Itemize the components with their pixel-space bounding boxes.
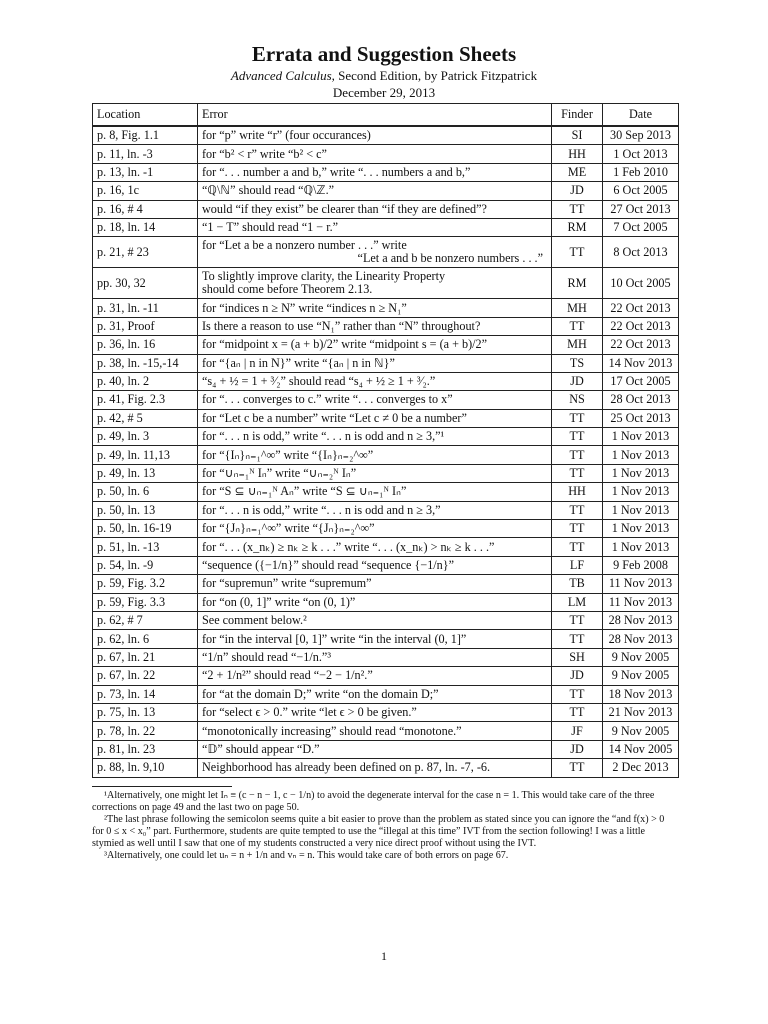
table-row bbox=[93, 409, 679, 427]
cell-finder: TT bbox=[552, 237, 603, 268]
cell-error: “sequence ({−1/n}” should read “sequence {−1/n}” bbox=[198, 556, 552, 574]
cell-location: p. 11, ln. -3 bbox=[93, 145, 198, 163]
cell-location: pp. 30, 32 bbox=[93, 268, 198, 299]
cell-error: for “. . . (x_nₖ) ≥ nₖ ≥ k . . .” write “. . . (x_nₖ) > nₖ ≥ k . . .” bbox=[198, 538, 552, 556]
cell-finder: HH bbox=[552, 483, 603, 501]
cell-location: p. 75, ln. 13 bbox=[93, 703, 198, 721]
cell-finder: TB bbox=[552, 575, 603, 593]
footnotes bbox=[92, 786, 678, 862]
cell-error: for “{Jₙ}ₙ₌₁^∞” write “{Jₙ}ₙ₌₂^∞” bbox=[198, 520, 552, 538]
cell-date: 22 Oct 2013 bbox=[603, 336, 679, 354]
cell-error: for “. . . n is odd,” write “. . . n is odd and n ≥ 3,” bbox=[198, 501, 552, 519]
cell-date: 1 Nov 2013 bbox=[603, 483, 679, 501]
cell-location: p. 40, ln. 2 bbox=[93, 372, 198, 390]
subtitle-rest: Second Edition, by Patrick Fitzpatrick bbox=[334, 68, 538, 83]
table-row bbox=[93, 336, 679, 354]
table-row bbox=[93, 446, 679, 464]
table-row bbox=[93, 182, 679, 200]
cell-error: for “on (0, 1]” write “on (0, 1)” bbox=[198, 593, 552, 611]
table-row bbox=[93, 163, 679, 181]
cell-finder: TT bbox=[552, 538, 603, 556]
cell-error: for “∪ₙ₌₁ᴺ Iₙ” write “∪ₙ₌₂ᴺ Iₙ” bbox=[198, 464, 552, 482]
cell-finder: RM bbox=[552, 218, 603, 236]
table-row bbox=[93, 722, 679, 740]
cell-location: p. 21, # 23 bbox=[93, 237, 198, 268]
cell-date: 28 Oct 2013 bbox=[603, 391, 679, 409]
cell-date: 1 Feb 2010 bbox=[603, 163, 679, 181]
cell-error: for “indices n ≥ N” write “indices n ≥ N₁” bbox=[198, 299, 552, 317]
cell-finder: MH bbox=[552, 299, 603, 317]
subtitle bbox=[0, 68, 768, 84]
table-row bbox=[93, 759, 679, 777]
table-row bbox=[93, 126, 679, 145]
column-header-date: Date bbox=[603, 104, 679, 127]
cell-date: 14 Nov 2005 bbox=[603, 740, 679, 758]
cell-location: p. 50, ln. 6 bbox=[93, 483, 198, 501]
cell-location: p. 51, ln. -13 bbox=[93, 538, 198, 556]
table-row bbox=[93, 538, 679, 556]
table-header-row bbox=[93, 104, 679, 127]
cell-finder: SH bbox=[552, 648, 603, 666]
cell-date: 9 Feb 2008 bbox=[603, 556, 679, 574]
book-title: Advanced Calculus, bbox=[230, 68, 335, 83]
cell-finder: TT bbox=[552, 685, 603, 703]
cell-date: 30 Sep 2013 bbox=[603, 126, 679, 145]
cell-date: 28 Nov 2013 bbox=[603, 611, 679, 629]
cell-date: 2 Dec 2013 bbox=[603, 759, 679, 777]
cell-location: p. 8, Fig. 1.1 bbox=[93, 126, 198, 145]
cell-error: for “at the domain D;” write “on the domain D;” bbox=[198, 685, 552, 703]
errata-table-body bbox=[93, 126, 679, 777]
cell-date: 1 Nov 2013 bbox=[603, 501, 679, 519]
cell-location: p. 49, ln. 11,13 bbox=[93, 446, 198, 464]
cell-error: “ℚ\ℕ” should read “ℚ\ℤ.” bbox=[198, 182, 552, 200]
cell-date: 1 Nov 2013 bbox=[603, 538, 679, 556]
table-row bbox=[93, 200, 679, 218]
column-header-finder: Finder bbox=[552, 104, 603, 127]
table-row bbox=[93, 237, 679, 268]
errata-table bbox=[92, 103, 679, 778]
cell-location: p. 50, ln. 16-19 bbox=[93, 520, 198, 538]
cell-error: for “midpoint x = (a + b)/2” write “midpoint s = (a + b)/2” bbox=[198, 336, 552, 354]
cell-date: 1 Nov 2013 bbox=[603, 428, 679, 446]
page-title: Errata and Suggestion Sheets bbox=[251, 42, 517, 66]
cell-location: p. 31, Proof bbox=[93, 317, 198, 335]
cell-error: for “in the interval [0, 1]” write “in the interval (0, 1]” bbox=[198, 630, 552, 648]
cell-location: p. 78, ln. 22 bbox=[93, 722, 198, 740]
cell-error: “𝔻” should appear “D.” bbox=[198, 740, 552, 758]
cell-finder: LM bbox=[552, 593, 603, 611]
cell-date: 11 Nov 2013 bbox=[603, 593, 679, 611]
cell-location: p. 62, # 7 bbox=[93, 611, 198, 629]
cell-date: 22 Oct 2013 bbox=[603, 317, 679, 335]
cell-location: p. 38, ln. -15,-14 bbox=[93, 354, 198, 372]
table-row bbox=[93, 145, 679, 163]
table-row bbox=[93, 703, 679, 721]
cell-finder: JD bbox=[552, 667, 603, 685]
cell-date: 25 Oct 2013 bbox=[603, 409, 679, 427]
cell-error bbox=[198, 237, 552, 268]
cell-error: Is there a reason to use “N₁” rather than “N” throughout? bbox=[198, 317, 552, 335]
cell-finder: TT bbox=[552, 703, 603, 721]
cell-date: 17 Oct 2005 bbox=[603, 372, 679, 390]
cell-finder: TT bbox=[552, 630, 603, 648]
cell-date: 22 Oct 2013 bbox=[603, 299, 679, 317]
cell-error: Neighborhood has already been defined on p. 87, ln. -7, -6. bbox=[198, 759, 552, 777]
document-header bbox=[0, 40, 768, 101]
cell-date: 14 Nov 2013 bbox=[603, 354, 679, 372]
cell-location: p. 16, 1c bbox=[93, 182, 198, 200]
cell-date: 9 Nov 2005 bbox=[603, 722, 679, 740]
cell-date: 7 Oct 2005 bbox=[603, 218, 679, 236]
cell-location: p. 73, ln. 14 bbox=[93, 685, 198, 703]
cell-finder: TT bbox=[552, 446, 603, 464]
cell-date: 1 Oct 2013 bbox=[603, 145, 679, 163]
cell-location: p. 41, Fig. 2.3 bbox=[93, 391, 198, 409]
cell-finder: JD bbox=[552, 740, 603, 758]
table-row bbox=[93, 611, 679, 629]
cell-date: 11 Nov 2013 bbox=[603, 575, 679, 593]
error-line-1: To slightly improve clarity, the Linearity Property bbox=[202, 269, 446, 284]
cell-error: would “if they exist” be clearer than “if they are defined”? bbox=[198, 200, 552, 218]
cell-finder: TT bbox=[552, 501, 603, 519]
table-row bbox=[93, 317, 679, 335]
cell-error: for “{Iₙ}ₙ₌₁^∞” write “{Iₙ}ₙ₌₂^∞” bbox=[198, 446, 552, 464]
table-row bbox=[93, 464, 679, 482]
table-row bbox=[93, 575, 679, 593]
cell-finder: MH bbox=[552, 336, 603, 354]
cell-error: “1 − T” should read “1 − r.” bbox=[198, 218, 552, 236]
cell-error: See comment below.² bbox=[198, 611, 552, 629]
cell-date: 1 Nov 2013 bbox=[603, 446, 679, 464]
cell-location: p. 50, ln. 13 bbox=[93, 501, 198, 519]
table-row bbox=[93, 556, 679, 574]
cell-finder: TT bbox=[552, 759, 603, 777]
error-line-2: should come before Theorem 2.13. bbox=[202, 282, 373, 297]
table-row bbox=[93, 520, 679, 538]
cell-location: p. 62, ln. 6 bbox=[93, 630, 198, 648]
cell-date: 9 Nov 2005 bbox=[603, 667, 679, 685]
cell-location: p. 16, # 4 bbox=[93, 200, 198, 218]
cell-finder: TT bbox=[552, 200, 603, 218]
cell-finder: TT bbox=[552, 317, 603, 335]
cell-error: for “b² < r” write “b² < c” bbox=[198, 145, 552, 163]
cell-location: p. 36, ln. 16 bbox=[93, 336, 198, 354]
cell-date: 28 Nov 2013 bbox=[603, 630, 679, 648]
cell-date: 9 Nov 2005 bbox=[603, 648, 679, 666]
cell-location: p. 59, Fig. 3.2 bbox=[93, 575, 198, 593]
table-row bbox=[93, 428, 679, 446]
cell-error: “1/n” should read “−1/n.”³ bbox=[198, 648, 552, 666]
table-row bbox=[93, 648, 679, 666]
cell-date: 8 Oct 2013 bbox=[603, 237, 679, 268]
cell-location: p. 49, ln. 13 bbox=[93, 464, 198, 482]
cell-location: p. 18, ln. 14 bbox=[93, 218, 198, 236]
cell-location: p. 59, Fig. 3.3 bbox=[93, 593, 198, 611]
cell-finder: NS bbox=[552, 391, 603, 409]
cell-finder: TT bbox=[552, 464, 603, 482]
error-line-1: for “Let a be a nonzero number . . .” write bbox=[202, 238, 407, 253]
cell-finder: TS bbox=[552, 354, 603, 372]
table-row bbox=[93, 391, 679, 409]
column-header-error: Error bbox=[198, 104, 552, 127]
cell-error: for “supremun” write “supremum” bbox=[198, 575, 552, 593]
cell-location: p. 81, ln. 23 bbox=[93, 740, 198, 758]
footnote-1: ¹Alternatively, one might let Iₙ ≡ (c − n − 1, c − 1/n) to avoid the degenerate interval for the case n = 1. This would take care of the three corrections on page 49 and the last two on page 50. bbox=[92, 790, 655, 813]
error-line-2: “Let a and b be nonzero numbers . . .” bbox=[357, 251, 543, 266]
table-row bbox=[93, 372, 679, 390]
cell-finder: TT bbox=[552, 520, 603, 538]
cell-finder: JF bbox=[552, 722, 603, 740]
document-date: December 29, 2013 bbox=[332, 85, 436, 100]
footnote-3: ³Alternatively, one could let uₙ = n + 1/n and vₙ = n. This would take care of both errors on page 67. bbox=[104, 850, 509, 861]
cell-error: for “. . . converges to c.” write “. . . converges to x” bbox=[198, 391, 552, 409]
page-number: 1 bbox=[381, 949, 387, 963]
table-row bbox=[93, 630, 679, 648]
column-header-location: Location bbox=[93, 104, 198, 127]
cell-date: 18 Nov 2013 bbox=[603, 685, 679, 703]
cell-finder: TT bbox=[552, 409, 603, 427]
cell-location: p. 67, ln. 21 bbox=[93, 648, 198, 666]
cell-finder: ME bbox=[552, 163, 603, 181]
cell-location: p. 49, ln. 3 bbox=[93, 428, 198, 446]
table-row bbox=[93, 218, 679, 236]
cell-finder: JD bbox=[552, 372, 603, 390]
cell-location: p. 67, ln. 22 bbox=[93, 667, 198, 685]
cell-error: for “Let c be a number” write “Let c ≠ 0 be a number” bbox=[198, 409, 552, 427]
cell-date: 6 Oct 2005 bbox=[603, 182, 679, 200]
cell-error bbox=[198, 268, 552, 299]
cell-date: 1 Nov 2013 bbox=[603, 464, 679, 482]
cell-date: 10 Oct 2005 bbox=[603, 268, 679, 299]
table-row bbox=[93, 501, 679, 519]
cell-date: 21 Nov 2013 bbox=[603, 703, 679, 721]
table-row bbox=[93, 667, 679, 685]
footnote-rule bbox=[92, 786, 232, 787]
cell-finder: SI bbox=[552, 126, 603, 145]
cell-error: “2 + 1/n²” should read “−2 − 1/n².” bbox=[198, 667, 552, 685]
cell-error: for “{aₙ | n in N}” write “{aₙ | n in ℕ}” bbox=[198, 354, 552, 372]
cell-error: for “p” write “r” (four occurances) bbox=[198, 126, 552, 145]
cell-error: for “. . . n is odd,” write “. . . n is odd and n ≥ 3,”¹ bbox=[198, 428, 552, 446]
table-row bbox=[93, 354, 679, 372]
cell-finder: TT bbox=[552, 611, 603, 629]
table-row bbox=[93, 268, 679, 299]
cell-finder: HH bbox=[552, 145, 603, 163]
cell-error: for “S ⊆ ∪ₙ₌₁ᴺ Aₙ” write “S ⊆ ∪ₙ₌₁ᴺ Iₙ” bbox=[198, 483, 552, 501]
cell-location: p. 54, ln. -9 bbox=[93, 556, 198, 574]
cell-error: for “select ϵ > 0.” write “let ϵ > 0 be given.” bbox=[198, 703, 552, 721]
cell-finder: LF bbox=[552, 556, 603, 574]
cell-finder: JD bbox=[552, 182, 603, 200]
cell-location: p. 31, ln. -11 bbox=[93, 299, 198, 317]
cell-location: p. 13, ln. -1 bbox=[93, 163, 198, 181]
table-row bbox=[93, 593, 679, 611]
cell-date: 27 Oct 2013 bbox=[603, 200, 679, 218]
cell-finder: TT bbox=[552, 428, 603, 446]
cell-error: “monotonically increasing” should read “monotone.” bbox=[198, 722, 552, 740]
cell-location: p. 42, # 5 bbox=[93, 409, 198, 427]
footnote-2: ²The last phrase following the semicolon seems quite a bit easier to prove than the problem as stated since you can ignore the “and f(x) > 0 for 0 ≤ x < x₀” part. Furthermore, students are quite tempted to use the “illegal at this time” IVT from the section following! I was a little stymied as well until I saw that one of my students constructed a very nice direct proof without using the IVT. bbox=[92, 814, 665, 849]
table-row bbox=[93, 740, 679, 758]
table-row bbox=[93, 685, 679, 703]
table-row bbox=[93, 299, 679, 317]
cell-date: 1 Nov 2013 bbox=[603, 520, 679, 538]
cell-error: for “. . . number a and b,” write “. . . numbers a and b,” bbox=[198, 163, 552, 181]
cell-location: p. 88, ln. 9,10 bbox=[93, 759, 198, 777]
cell-finder: RM bbox=[552, 268, 603, 299]
table-row bbox=[93, 483, 679, 501]
cell-error: “s₄ + ½ = 1 + ³⁄₂” should read “s₄ + ½ ≥ 1 + ³⁄₂.” bbox=[198, 372, 552, 390]
